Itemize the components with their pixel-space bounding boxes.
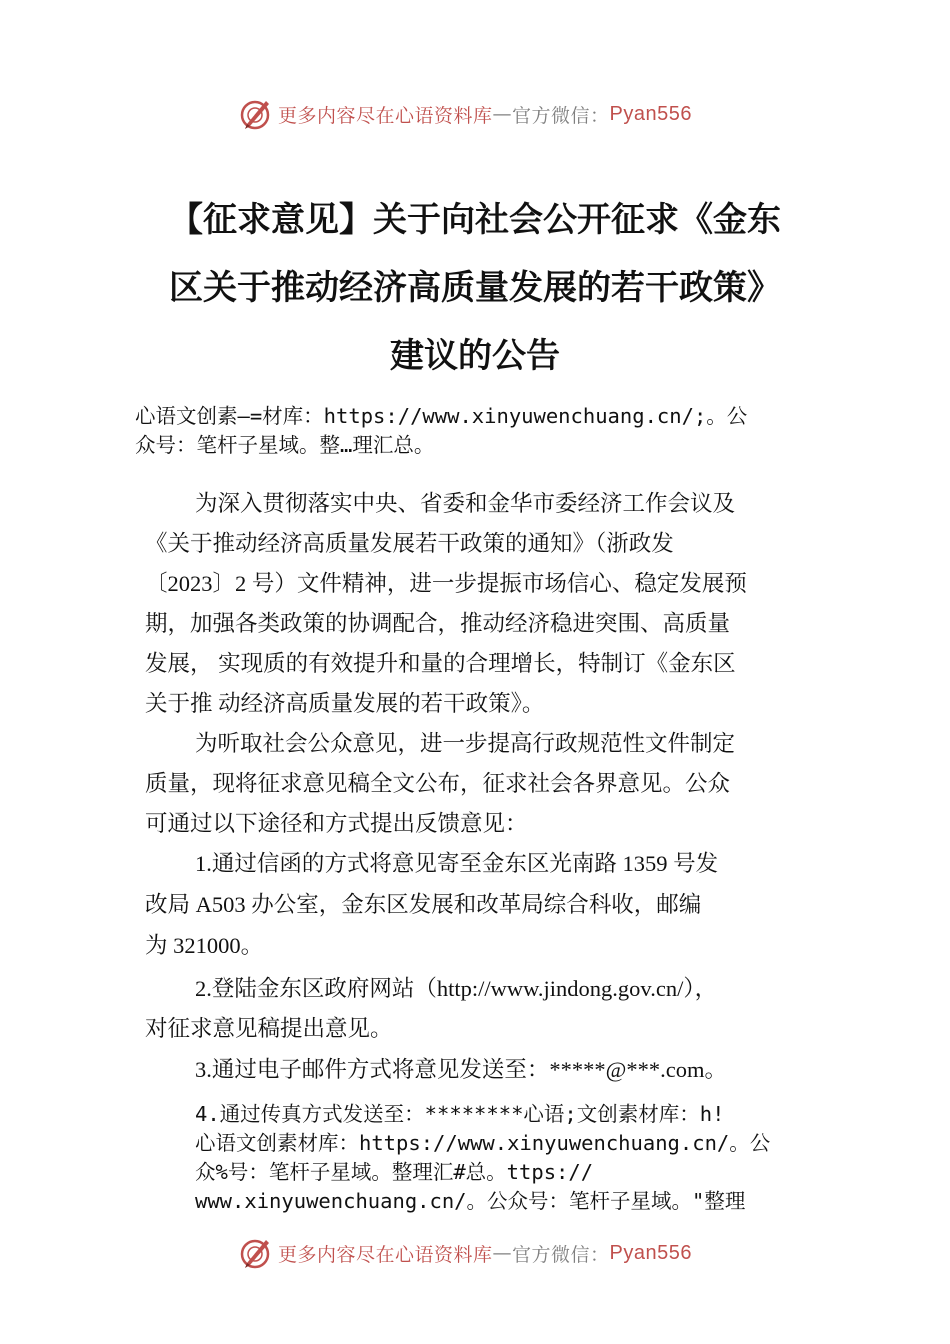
watermark-line: 心语文创素—=材库：https://www.xinyuwenchuang.cn/;。公 — [135, 404, 748, 428]
body-paragraph-1 — [145, 484, 845, 724]
watermark-line: 4.通过传真方式发送至：********心语;文创素材库：h! — [195, 1102, 725, 1126]
document-title — [100, 186, 850, 390]
body-paragraph-2 — [145, 724, 845, 844]
header-banner — [0, 94, 950, 134]
paragraph-line: 2.登陆金东区政府网站（http://www.jindong.gov.cn/）， — [195, 976, 718, 1001]
title-line: 区关于推动经济高质量发展的若干政策》 — [169, 268, 781, 308]
pen-logo-icon — [238, 1236, 272, 1270]
title-line: 建议的公告 — [390, 336, 560, 376]
banner-wechat-label: 官方微信： — [512, 104, 610, 127]
banner-wechat-id: Pyan556 — [609, 1241, 692, 1264]
footer-banner — [0, 1233, 950, 1273]
watermark-line: 众号：笔杆子星域。整…理汇总。 — [135, 433, 435, 457]
banner-separator: — — [492, 1242, 513, 1264]
banner-wechat-label: 官方微信： — [512, 1243, 610, 1266]
paragraph-line: 发展， 实现质的有效提升和量的合理增长，特制订《金东区 — [145, 651, 736, 676]
paragraph-line: 为深入贯彻落实中央、省委和金华市委经济工作会议及 — [195, 491, 736, 516]
pen-logo-icon — [238, 97, 272, 131]
banner-slogan: 更多内容尽在心语资料库 — [278, 104, 493, 127]
watermark-line: 众%号：笔杆子星域。整理汇#总。ttps:// — [195, 1160, 594, 1184]
paragraph-line: 期，加强各类政策的协调配合，推动经济稳进突围、高质量 — [145, 611, 731, 636]
paragraph-line: 可通过以下途径和方式提出反馈意见： — [145, 811, 528, 836]
title-line: 【征求意见】关于向社会公开征求《金东 — [169, 200, 781, 240]
watermark-text-top — [135, 402, 747, 460]
banner-slogan: 更多内容尽在心语资料库 — [278, 1243, 493, 1266]
paragraph-line: 为 321000。 — [145, 933, 264, 958]
paragraph-line: 为听取社会公众意见，进一步提高行政规范性文件制定 — [195, 731, 736, 756]
paragraph-line: 对征求意见稿提出意见。 — [145, 1016, 393, 1041]
list-item-2 — [145, 969, 845, 1049]
watermark-line: 心语文创素材库：https://www.xinyuwenchuang.cn/。公 — [195, 1131, 771, 1155]
watermark-line: www.xinyuwenchuang.cn/。公众号：笔杆子星域。"整理 — [195, 1189, 746, 1213]
paragraph-line: 改局 A503 办公室，金东区发展和改革局综合科收，邮编 — [145, 892, 702, 917]
watermark-text-bottom — [195, 1100, 770, 1216]
paragraph-line: 《关于推动经济高质量发展若干政策的通知》（浙政发 — [145, 531, 674, 556]
banner-wechat-id: Pyan556 — [609, 102, 692, 125]
paragraph-line: 1.通过信函的方式将意见寄至金东区光南路 1359 号发 — [195, 851, 719, 876]
list-item-1 — [145, 843, 845, 966]
banner-separator: — — [492, 103, 513, 125]
paragraph-line: 〔2023〕2 号）文件精神，进一步提振市场信心、稳定发展预 — [145, 571, 747, 596]
list-item-3 — [145, 1050, 845, 1090]
paragraph-line: 质量，现将征求意见稿全文公布，征求社会各界意见。公众 — [145, 771, 731, 796]
paragraph-line: 3.通过电子邮件方式将意见发送至：*****@***.com。 — [195, 1057, 727, 1082]
paragraph-line: 关于推 动经济高质量发展的若干政策》。 — [145, 691, 545, 716]
